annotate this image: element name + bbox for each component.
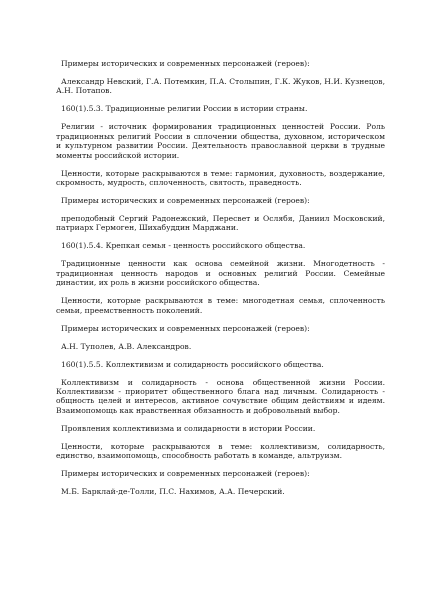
section-body-5-4: Традиционные ценности как основа семейной жизни. Многодетность - традиционная ценность народов и основных религий России. Семейные династии, их роль в жизни российского общества. <box>56 259 385 288</box>
section-heading-5-3: 160(1).5.3. Традиционные религии России в истории страны. <box>61 104 308 114</box>
values-5-5: Ценности, которые раскрываются в теме: коллективизм, солидарность, единство, взаимопомощь, способность работать в команде, альтруизм. <box>56 441 385 461</box>
examples-heading-4: Примеры исторических и современных персонажей (героев): <box>61 469 310 479</box>
examples-list-1: Александр Невский, Г.А. Потемкин, П.А. Столыпин, Г.К. Жуков, Н.И. Кузнецов, А.Н. Потапов. <box>56 77 385 96</box>
section-body-5-5: Коллективизм и солидарность - основа общественной жизни России. Коллективизм - приоритет общественного блага над личным. Солидарность - общность целей и интересов, активное сочувствие общим действиям и идеям. Взаимопомощь как нравственная обязанность и добровольный выбор. <box>56 377 385 415</box>
examples-list-4: М.Б. Барклай-де-Толли, П.С. Нахимов, А.А. Печерский. <box>61 487 285 497</box>
section-heading-5-4: 160(1).5.4. Крепкая семья - ценность российского общества. <box>61 241 306 251</box>
section-note-5-5: Проявления коллективизма и солидарности в истории России. <box>61 423 316 433</box>
examples-list-2: преподобный Сергий Радонежский, Пересвет и Ослябя, Даниил Московский, патриарх Гермоген, Шихабуддин Марджани. <box>56 214 385 233</box>
section-body-5-3: Религии - источник формирования традиционных ценностей России. Роль традиционных религий России в сплочении общества, духовном, историческом и культурном развитии России. Деятельность православной церкви в трудные моменты российской истории. <box>56 122 385 160</box>
section-heading-5-5: 160(1).5.5. Коллективизм и солидарность российского общества. <box>61 359 324 369</box>
values-5-4: Ценности, которые раскрываются в теме: многодетная семья, сплоченность семьи, преемственность поколений. <box>56 296 385 315</box>
examples-list-3: А.Н. Туполев, А.В. Александров. <box>61 341 192 351</box>
values-5-3: Ценности, которые раскрываются в теме: гармония, духовность, воздержание, скромность, мудрость, сплоченность, святость, праведность. <box>56 168 385 188</box>
examples-heading-1: Примеры исторических и современных персонажей (героев): <box>61 59 310 68</box>
examples-heading-3: Примеры исторических и современных персонажей (героев): <box>61 323 310 333</box>
examples-heading-2: Примеры исторических и современных персонажей (героев): <box>61 196 310 206</box>
